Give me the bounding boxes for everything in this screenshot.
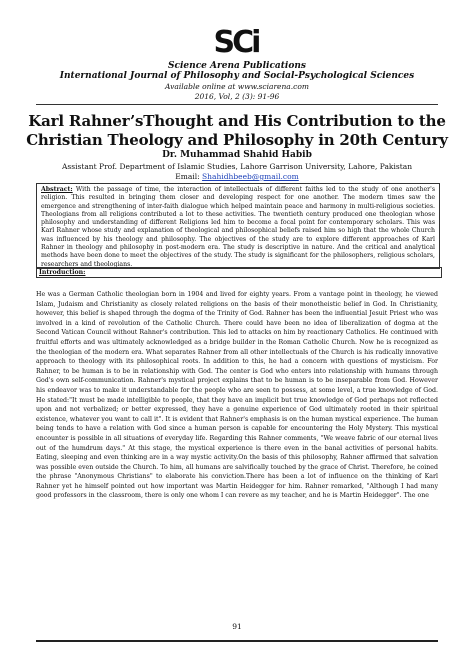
logo-text: SCi <box>213 25 259 60</box>
abstract-text: With the passage of time, the interaction of intellectuals of different faiths led to the study of one another's religion. This resulted in bringing them closer and developing respect for one another. The modern times saw the emergence and strengthening of inter-faith dialogue which helped maintain peace and harmony in multi-religious societies. Theologians from all religions contributed a lot to these activities. The twentieth century produced one theologian whose philosophy and understanding of different Religions led him to become a focal point for contemporary scholars. This was Karl Rahner whose study and explanation of theological and philosophical beliefs raised him so high that the whole Church was influenced by his theology and philosophy. The objectives of the study are to explore different approaches of Karl Rahner in theology and philosophy in post-modern era. The study is descriptive in nature. And the critical and analytical methods have been done to meet the objectives of the study. The study is significant for the philosophers, religious scholars, researchers and theologians. <box>41 186 435 268</box>
article-title-line-2: Christian Theology and Philosophy in 20th Century <box>26 131 448 149</box>
author-affiliation: Assistant Prof. Department of Islamic Studies, Lahore Garrison University, Lahore, Pakistan <box>61 162 413 171</box>
introduction-body: He was a German Catholic theologian born in 1904 and lived for eighty years. From a vantage point in theology, he viewed Islam, Judaism and Christianity as closely related religions on the basis of their monotheistic belief in God. In Christianity, however, this belief is shaped through the dogma of the Trinity of God. Rahner has been the influential Jesuit Priest who was involved in a kind of revolution of the Catholic Church. There could have been no idea of liberalization of dogma at the Second Vatican Council without Rahner's contribution. This led to attacks on him by reactionary Catholics. He continued with fruitful efforts and was ultimately acknowledged as a bridge builder in the Roman Catholic Church. Now he is recognized as the theologian of the modern era. What separates Rahner from all other intellectuals of the Church is his radically innovative approach to theology with its philosophical roots. In addition to this, he had a concern with questions of mysticism. For Rahner, to be human is to be in relationship with God. The center is God who enters into relationship with humans through God's own self-communication. Rahner's mystical project explains that to be human is to be inseparable from God. However his endeavor was to make it understandable for the people who are seen to possess, at some level, a true knowledge of God. He stated:"It must be made intelligible to people, that they have an implicit but true knowledge of God perhaps not reflected upon and not verbalized; or better expressed, they have a genuine experience of God ultimately rooted in their spiritual existence, whatever you want to call it". It is evident that Rahner's emphasis is on the human mystical experience. The human being tends to have a relation with God since a human person is capable for encountering the Holy Mystery. This mystical encounter is possible in all situations of everyday life. Regarding this Rahner comments, "We weave fabric of our eternal lives out of the humdrum days." At this stage, the mystical experience is there even in the banal activities of personal habits. Eating, sleeping and even thinking are in a way mystic activity.On the basis of this philosophy, Rahner affirmed that salvation was possible even outside the Church. To him, all humans are salvifically touched by the grace of Christ. Therefore, he coined the phrase "Anonymous Christians" to elaborate his conviction.There has been a lot of influence on the thinking of Karl Rahner yet he himself pointed out how important was Martin Heidegger for him. Rahner remarked, "Although I had many good professors in the classroom, there is only one whom I can revere as my teacher, and he is Martin Heidegger". The one <box>36 291 438 500</box>
footer-divider <box>36 640 438 642</box>
publisher-name: Science Arena Publications <box>168 61 306 71</box>
email-label: Email: <box>175 172 200 181</box>
author-name: Dr. Muhammad Shahid Habib <box>162 150 312 160</box>
header-divider <box>36 104 438 105</box>
email-link[interactable]: Shahidhbeeb@gmail.com <box>202 172 299 181</box>
introduction-heading: Introduction: <box>39 269 86 276</box>
author-email <box>0 172 474 181</box>
online-availability: Available online at www.sciarena.com <box>165 82 309 91</box>
issue-info: 2016, Vol, 2 (3): 91-96 <box>194 92 280 101</box>
abstract-box <box>36 183 440 269</box>
introduction-heading-box <box>36 267 442 278</box>
article-title-line-1: Karl Rahner’sThought and His Contribution to the <box>28 112 446 130</box>
page-number: 91 <box>232 622 242 631</box>
abstract-label: Abstract: <box>41 186 73 193</box>
journal-logo <box>209 27 263 59</box>
journal-name: International Journal of Philosophy and Social-Psychological Sciences <box>59 71 415 81</box>
